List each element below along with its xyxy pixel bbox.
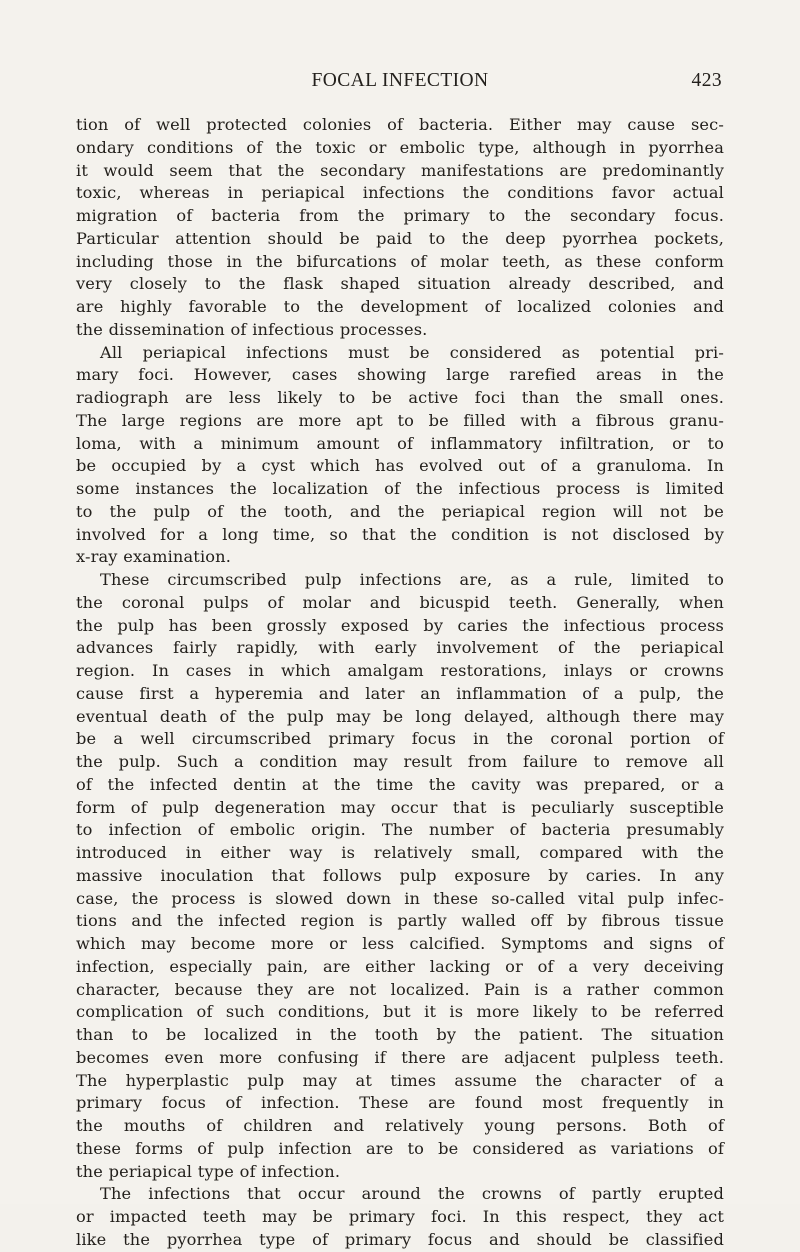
paragraph-1 [76, 114, 724, 342]
running-head [76, 70, 724, 98]
text-line: x-ray examination. [76, 547, 232, 567]
text-line: loma, with a minimum amount of inflammatory infiltration, or to [76, 433, 724, 453]
text-line: than to be localized in the tooth by the patient. The situation [76, 1025, 724, 1044]
text-line: The hyperplastic pulp may at times assume the character of a [76, 1070, 724, 1090]
text-line: introduced in either way is relatively small, compared with the [76, 843, 724, 862]
text-line: primary focus of infection. These are found most frequently in [76, 1093, 724, 1113]
text-line: including those in the bifurcations of molar teeth, as these conform [76, 251, 724, 271]
text-line: migration of bacteria from the primary to the secondary focus. [76, 206, 724, 225]
text-line: involved for a long time, so that the condition is not disclosed by [76, 524, 724, 544]
text-line: form of pulp degeneration may occur that is peculiarly susceptible [76, 797, 724, 817]
text-line: massive inoculation that follows pulp exposure by caries. In any [76, 865, 724, 885]
text-line: radiograph are less likely to be active foci than the small ones. [76, 388, 724, 407]
page-number: 423 [691, 70, 722, 91]
running-title: FOCAL INFECTION [311, 70, 489, 91]
text-line: the pulp has been grossly exposed by caries the infectious process [76, 615, 724, 635]
text-line: or impacted teeth may be primary foci. In this respect, they act [76, 1207, 724, 1226]
text-line: the coronal pulps of molar and bicuspid teeth. Generally, when [76, 592, 724, 612]
text-line: character, because they are not localized. Pain is a rather common [76, 979, 724, 999]
text-line: of the infected dentin at the time the cavity was prepared, or a [76, 774, 724, 794]
text-line: are highly favorable to the development of localized colonies and [76, 297, 724, 316]
text-line: complication of such conditions, but it is more likely to be referred [76, 1002, 724, 1022]
text-line: the mouths of children and relatively young persons. Both of [76, 1116, 724, 1135]
text-line: which may become more or less calcified. Symptoms and signs of [76, 934, 724, 953]
text-line: some instances the localization of the infectious process is limited [76, 479, 724, 498]
text-line: the pulp. Such a condition may result from failure to remove all [76, 752, 724, 771]
text-line: These circumscribed pulp infections are, as a rule, limited to [100, 570, 724, 589]
text-line: it would seem that the secondary manifestations are predominantly [76, 160, 724, 180]
text-line: toxic, whereas in periapical infections the conditions favor actual [76, 183, 724, 203]
text-line: to the pulp of the tooth, and the periapical region will not be [76, 501, 724, 521]
paragraph-2 [76, 342, 724, 570]
text-line: advances fairly rapidly, with early involvement of the periapical [76, 638, 724, 658]
text-line: be occupied by a cyst which has evolved out of a granuloma. In [76, 456, 724, 476]
text-line: eventual death of the pulp may be long delayed, although there may [76, 706, 724, 726]
text-line: region. In cases in which amalgam restorations, inlays or crowns [76, 661, 724, 680]
text-line: ondary conditions of the toxic or embolic type, although in pyorrhea [76, 137, 724, 157]
paragraph-3 [76, 569, 724, 1183]
text-line: like the pyorrhea type of primary focus and should be classified [76, 1229, 724, 1249]
text-line: case, the process is slowed down in these so-called vital pulp infec- [76, 888, 724, 908]
text-line: very closely to the flask shaped situation already described, and [76, 274, 724, 294]
text-line: Particular attention should be paid to the deep pyorrhea pockets, [76, 228, 724, 248]
text-line: The large regions are more apt to be filled with a fibrous granu- [76, 410, 724, 430]
text-line: the periapical type of infection. [76, 1161, 341, 1181]
text-line: be a well circumscribed primary focus in the coronal portion of [76, 729, 724, 749]
text-line: All periapical infections must be considered as potential pri- [100, 342, 724, 362]
paragraph-4 [76, 1183, 724, 1251]
text-line: these forms of pulp infection are to be considered as variations of [76, 1138, 724, 1158]
text-line: to infection of embolic origin. The number of bacteria presumably [76, 820, 724, 840]
text-line: tion of well protected colonies of bacteria. Either may cause sec- [76, 115, 724, 134]
text-line: becomes even more confusing if there are adjacent pulpless teeth. [76, 1047, 724, 1067]
text-line: the dissemination of infectious processes. [76, 319, 428, 339]
text-line: cause first a hyperemia and later an inflammation of a pulp, the [76, 683, 724, 703]
body-text [76, 114, 724, 1252]
text-line: The infections that occur around the crowns of partly erupted [100, 1184, 724, 1204]
text-line: infection, especially pain, are either lacking or of a very deceiving [76, 956, 724, 976]
text-line: tions and the infected region is partly walled off by fibrous tissue [76, 911, 724, 931]
text-line: mary foci. However, cases showing large rarefied areas in the [76, 365, 724, 385]
